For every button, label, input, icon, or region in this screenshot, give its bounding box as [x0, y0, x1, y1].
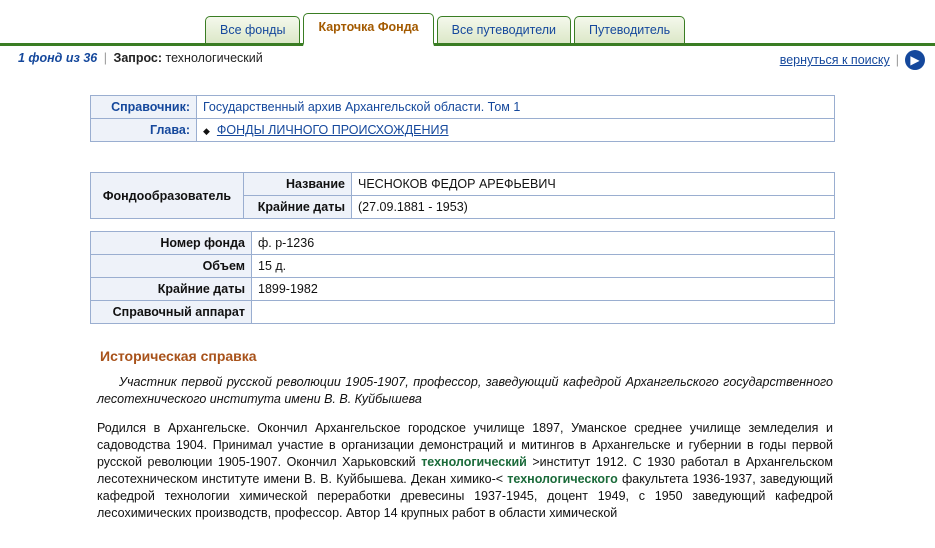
query-separator: |: [103, 51, 107, 65]
tab-all-funds[interactable]: Все фонды: [205, 16, 300, 43]
historical-note-body-part1: Родился в Архангельске. Окончил Архангельское городское училище 1897, Уманское среднее училище земледелия и садоводства 1904. Принимал участие в организации демонстраций и митингов в Архангельске и губернии в годы первой русской революции 1905-1907. Окончил Харьковский: [97, 421, 833, 469]
fund-volume-value: 15 д.: [252, 255, 835, 278]
historical-note-body-part2: >институт 1912. С 1930 работал в Архангельском лесотехническом институте имени В. В. Куйбышева. Декан химико-<: [97, 455, 833, 486]
fund-number-label: Номер фонда: [91, 232, 252, 255]
historical-note-lead: Участник первой русской революции 1905-1907, профессор, заведующий кафедрой Архангельского государственного лесотехнического института имени В. В. Куйбышева: [97, 375, 833, 406]
creator-title: Фондообразователь: [91, 173, 244, 219]
fund-properties-table: [90, 231, 835, 324]
diamond-bullet-icon: ◆: [203, 126, 210, 136]
table-row: [91, 301, 835, 324]
fund-dates-value: 1899-1982: [252, 278, 835, 301]
table-row: [91, 278, 835, 301]
fund-finding-aid-label: Справочный аппарат: [91, 301, 252, 324]
back-to-search-area: [780, 50, 925, 70]
search-highlight-1: технологический: [421, 455, 527, 469]
tab-all-guides[interactable]: Все путеводители: [437, 16, 571, 43]
query-bar: [0, 46, 935, 77]
chapter-cell: [197, 119, 835, 142]
fund-number-value: ф. р-1236: [252, 232, 835, 255]
search-highlight-2: технологического: [507, 472, 618, 486]
table-row: [91, 255, 835, 278]
tab-bar: [0, 0, 935, 46]
guide-label: Справочник:: [91, 96, 197, 119]
historical-note-section: [95, 348, 835, 522]
fund-volume-label: Объем: [91, 255, 252, 278]
table-row: [91, 119, 835, 142]
table-row: [91, 96, 835, 119]
fund-creator-table: [90, 172, 835, 219]
fund-finding-aid-value: [252, 301, 835, 324]
tab-fund-card[interactable]: Карточка Фонда: [303, 13, 433, 46]
next-arrow-icon[interactable]: ▶: [905, 50, 925, 70]
result-count: 1 фонд из 36: [18, 51, 98, 65]
table-row: [91, 232, 835, 255]
back-separator: |: [895, 53, 899, 67]
tab-guide[interactable]: Путеводитель: [574, 16, 685, 43]
historical-note-body: [95, 420, 835, 522]
creator-name-label: Название: [244, 173, 352, 196]
guide-value[interactable]: Государственный архив Архангельской области. Том 1: [197, 96, 835, 119]
back-to-search-link[interactable]: вернуться к поиску: [779, 53, 890, 67]
creator-name-value: ЧЕСНОКОВ ФЕДОР АРЕФЬЕВИЧ: [352, 173, 835, 196]
query-value: технологический: [165, 51, 263, 65]
creator-dates-label: Крайние даты: [244, 196, 352, 219]
fund-dates-label: Крайние даты: [91, 278, 252, 301]
chapter-link[interactable]: ФОНДЫ ЛИЧНОГО ПРОИСХОЖДЕНИЯ: [216, 123, 449, 137]
tab-list: [205, 13, 685, 43]
historical-note-title: Историческая справка: [100, 348, 257, 364]
query-label: Запрос:: [113, 51, 163, 65]
chapter-label: Глава:: [91, 119, 197, 142]
chapter-row: [203, 123, 828, 137]
reference-table: [90, 95, 835, 142]
historical-note-body-part3: факультета 1936-1937, заведующий кафедрой технологии химической переработки древесины 1937-1945, доцент 1949, с 1950 заведующий кафедрой лесохимических производств, профессор. Автор 14 крупных работ в области химической: [97, 472, 833, 520]
creator-dates-value: (27.09.1881 - 1953): [352, 196, 835, 219]
table-row: [91, 173, 835, 196]
